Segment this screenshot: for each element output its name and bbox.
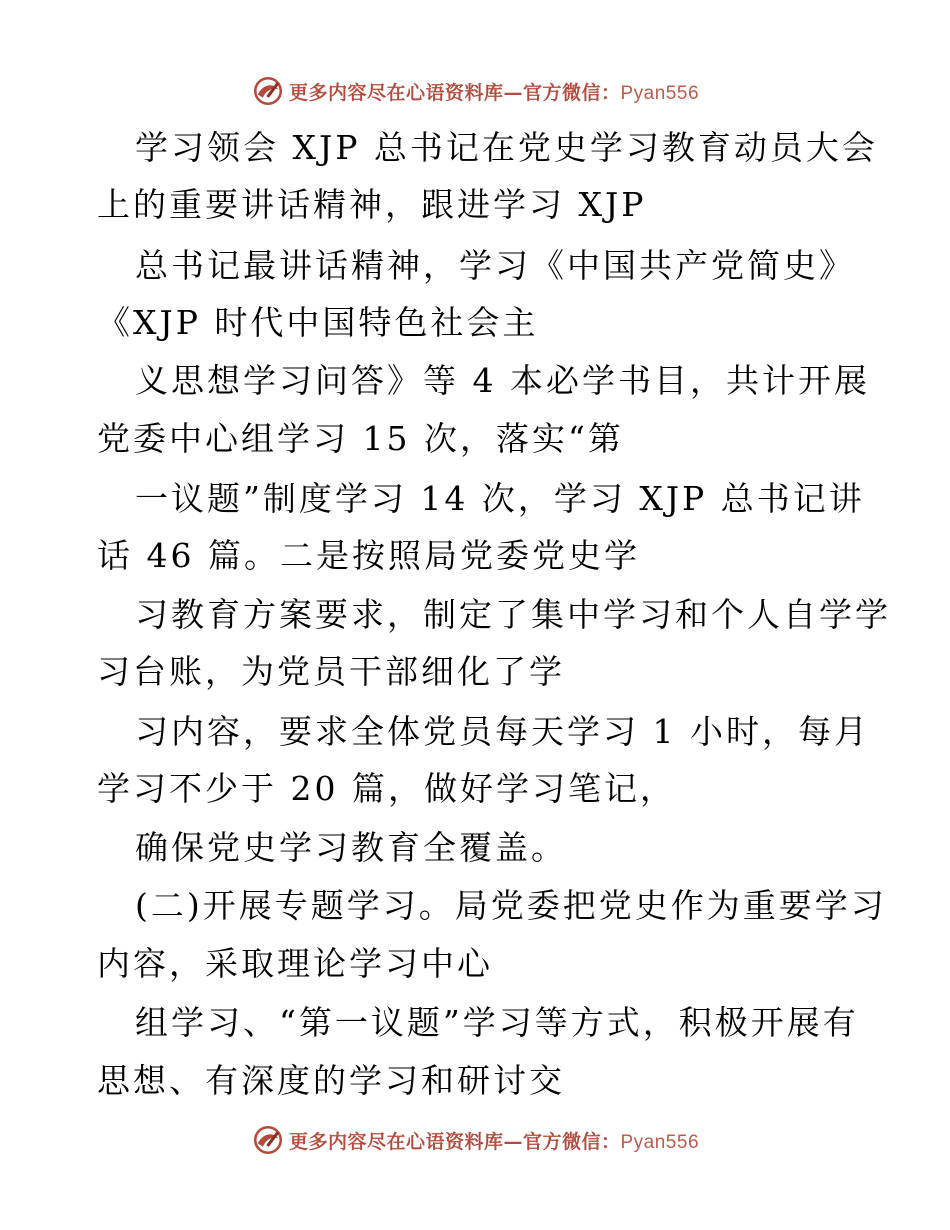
body-line: 学习领会 XJP 总书记在党史学习教育动员大会 bbox=[135, 128, 878, 167]
header-banner bbox=[0, 71, 950, 111]
body-line: 思想、有深度的学习和研讨交 bbox=[97, 1061, 565, 1100]
body-line: 习台账，为党员干部细化了学 bbox=[97, 652, 565, 691]
body-line: 确保党史学习教育全覆盖。 bbox=[135, 828, 567, 867]
body-line: 习内容，要求全体党员每天学习 1 小时，每月 bbox=[135, 712, 870, 751]
header-banner-text: 更多内容尽在心语资料库—官方微信：Pyan556 bbox=[288, 81, 700, 104]
body-line: 上的重要讲话精神，跟进学习 XJP bbox=[97, 185, 647, 224]
body-line: 内容，采取理论学习中心 bbox=[97, 944, 493, 983]
footer-banner bbox=[0, 1120, 950, 1160]
footer-wechat-id: Pyan556 bbox=[620, 1131, 700, 1153]
body-line: 学习不少于 20 篇，做好学习笔记， bbox=[97, 769, 676, 808]
body-line: 习教育方案要求，制定了集中学习和个人自学学 bbox=[135, 595, 891, 634]
body-line: 义思想学习问答》等 4 本必学书目，共计开展 bbox=[135, 361, 870, 400]
body-line: 组学习、“第一议题”学习等方式，积极开展有 bbox=[135, 1003, 859, 1042]
body-line: 话 46 篇。二是按照局党委党史学 bbox=[97, 536, 640, 575]
red-swirl-logo-icon bbox=[251, 74, 285, 108]
body-line: 《XJP 时代中国特色社会主 bbox=[97, 303, 539, 342]
red-swirl-logo-icon bbox=[251, 1123, 285, 1157]
body-line: 一议题”制度学习 14 次，学习 XJP 总书记讲 bbox=[135, 479, 865, 518]
body-line: 党委中心组学习 15 次，落实“第 bbox=[97, 419, 624, 458]
header-wechat-id: Pyan556 bbox=[620, 82, 700, 104]
footer-banner-text: 更多内容尽在心语资料库—官方微信：Pyan556 bbox=[288, 1130, 700, 1153]
body-line: (二)开展专题学习。局党委把党史作为重要学习 bbox=[135, 886, 887, 925]
body-line: 总书记最讲话精神，学习《中国共产党简史》 bbox=[135, 246, 855, 285]
